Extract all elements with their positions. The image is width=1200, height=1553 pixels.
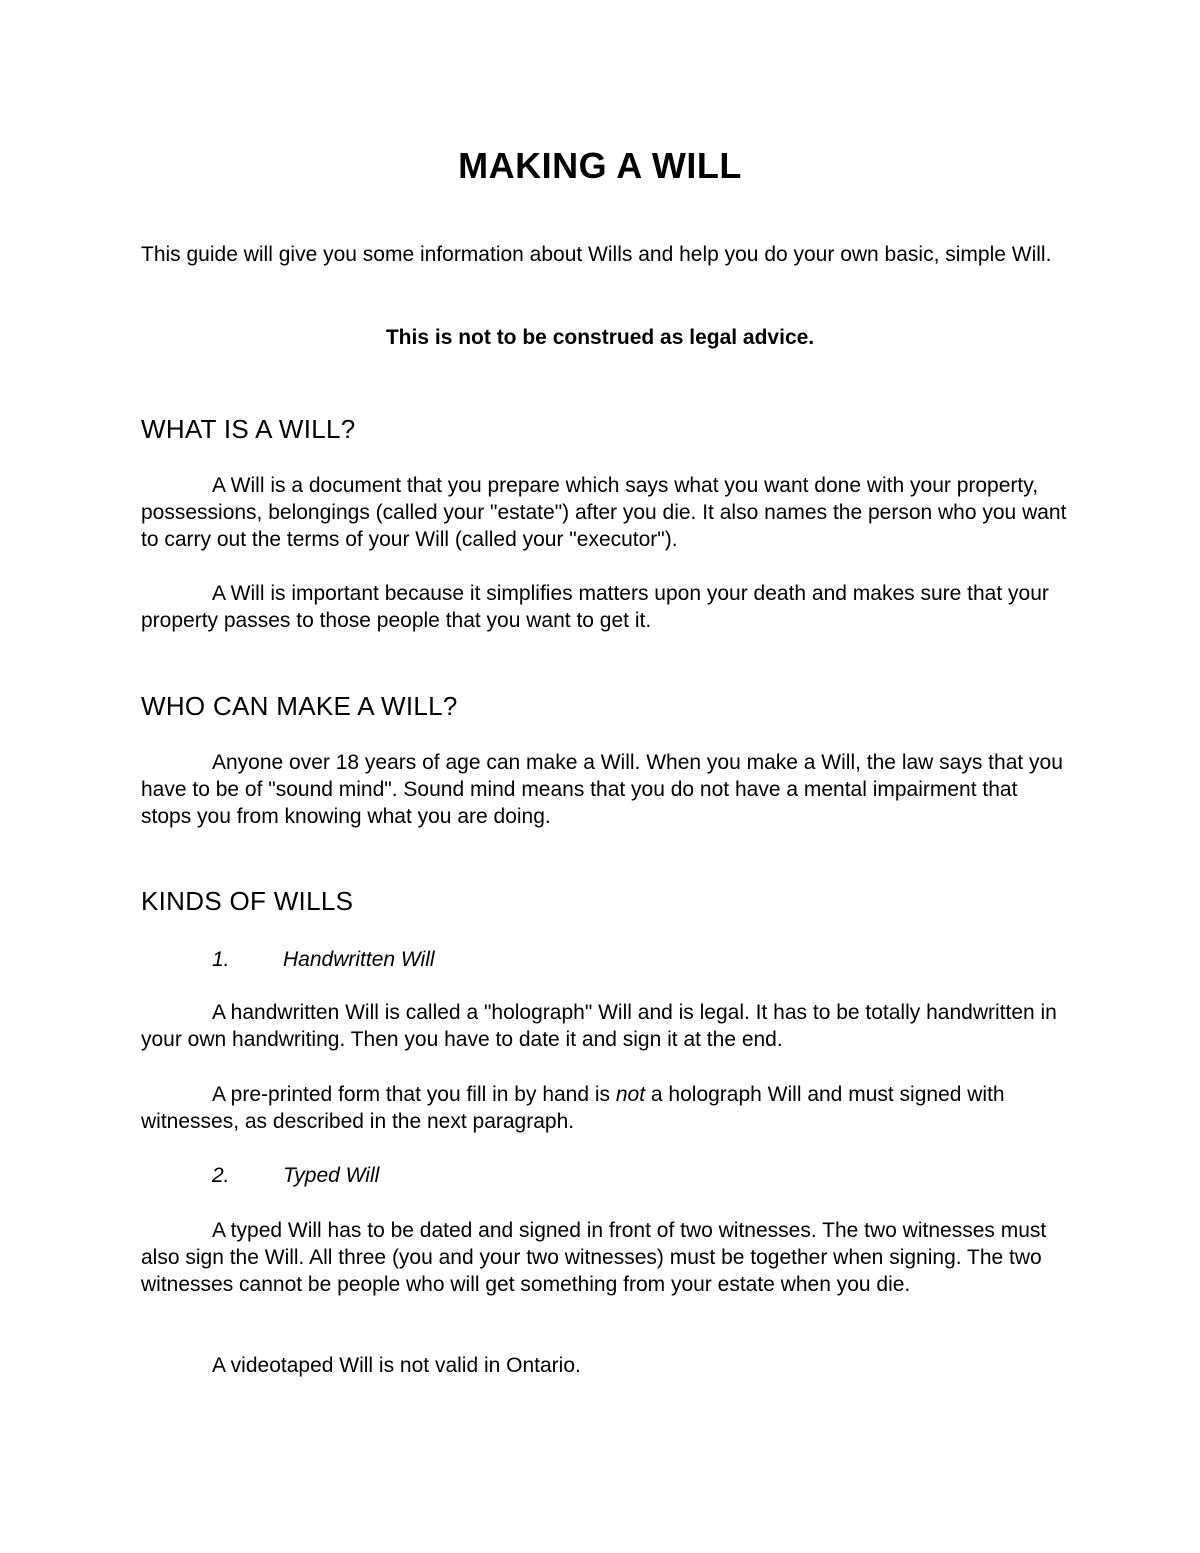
subheading-typed-will (212, 1162, 379, 1189)
typed-paragraph-1: A typed Will has to be dated and signed in front of two witnesses. The two witnesses must also sign the Will. All three (you and your two witnesses) must be together when signing. The two witnesses cannot be people who will get something from your estate when you die. (141, 1219, 1047, 1296)
disclaimer: This is not to be construed as legal advice. (385, 326, 815, 349)
heading-kinds-of-wills: KINDS OF WILLS (141, 886, 354, 916)
typed-paragraph-2: A videotaped Will is not valid in Ontario. (212, 1354, 581, 1377)
who-paragraph-1: Anyone over 18 years of age can make a Will. When you make a Will, the law says that you have to be of "sound mind". Sound mind means that you do not have a mental impairment that stops you from knowing what you are doing. (141, 751, 1063, 828)
text-run: a holograph Will and must signed with witnesses, as described in the next paragraph. (141, 1083, 1005, 1133)
subheading-handwritten-will (212, 946, 435, 973)
what-paragraph-2: A Will is important because it simplifies matters upon your death and makes sure that your property passes to those people that you want to get it. (141, 582, 1049, 632)
handwritten-paragraph-1: A handwritten Will is called a "holograph" Will and is legal. It has to be totally handwritten in your own handwriting. Then you have to date it and sign it at the end. (141, 1001, 1057, 1051)
what-paragraph-1: A Will is a document that you prepare which says what you want done with your property, possessions, belongings (called your "estate") after you die. It also names the person who you want to carry out the terms of your Will (called your "executor"). (141, 474, 1067, 551)
heading-what-is-a-will: WHAT IS A WILL? (141, 414, 356, 444)
subheading-label: Handwritten Will (283, 948, 435, 971)
subheading-number: 1. (212, 948, 230, 971)
subheading-number: 2. (212, 1164, 230, 1187)
heading-who-can-make-a-will: WHO CAN MAKE A WILL? (141, 691, 458, 721)
intro-paragraph: This guide will give you some information about Wills and help you do your own basic, simple Will. (141, 243, 1052, 266)
text-run: A pre-printed form that you fill in by hand is (212, 1083, 616, 1106)
handwritten-paragraph-2 (141, 1081, 1071, 1135)
page-title: MAKING A WILL (458, 145, 742, 186)
emphasis-text: not (615, 1083, 646, 1106)
subheading-label: Typed Will (283, 1164, 380, 1187)
